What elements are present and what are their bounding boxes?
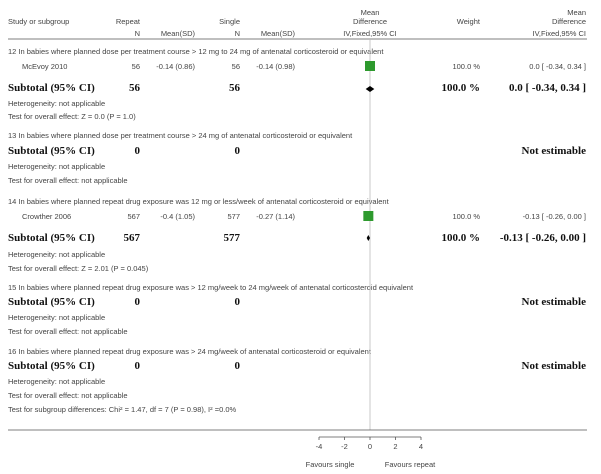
x-axis-ticks bbox=[316, 437, 423, 451]
overall-effect: Test for overall effect: not applicable bbox=[8, 176, 128, 185]
forest-marks bbox=[363, 61, 375, 241]
study-n-single: 56 bbox=[231, 62, 240, 71]
study-meansd-repeat: -0.4 (1.05) bbox=[160, 212, 195, 221]
subtotal-ci: 0.0 [ -0.34, 0.34 ] bbox=[509, 82, 586, 94]
header-meansd-single: Mean(SD) bbox=[260, 29, 295, 38]
heterogeneity: Heterogeneity: not applicable bbox=[8, 162, 106, 171]
header-md-right-2: Difference bbox=[551, 17, 586, 26]
heterogeneity: Heterogeneity: not applicable bbox=[8, 313, 106, 322]
group-title-16: 16 In babies where planned repeat drug exposure was > 24 mg/week of antenatal corticosteroid or equivalent bbox=[8, 347, 371, 356]
header-mean-difference-1: Mean bbox=[360, 8, 380, 17]
subtotal-n-single: 0 bbox=[234, 360, 240, 372]
header-meansd-repeat: Mean(SD) bbox=[160, 29, 195, 38]
study-meansd-single: -0.14 (0.98) bbox=[256, 62, 295, 71]
subtotal-n-single: 577 bbox=[223, 232, 240, 244]
overall-effect: Test for overall effect: Z = 0.0 (P = 1.0) bbox=[8, 112, 136, 121]
study-n-repeat: 567 bbox=[127, 212, 140, 221]
header-method: IV,Fixed,95% CI bbox=[343, 29, 397, 38]
header-mean-difference-2: Difference bbox=[352, 17, 388, 26]
subtotal-n-repeat: 0 bbox=[134, 296, 140, 308]
subtotal-n-repeat: 0 bbox=[134, 360, 140, 372]
heterogeneity: Heterogeneity: not applicable bbox=[8, 99, 106, 108]
subtotal-n-single: 56 bbox=[229, 82, 240, 94]
study-marker bbox=[365, 61, 375, 71]
x-tick-label: 0 bbox=[367, 442, 373, 451]
heterogeneity: Heterogeneity: not applicable bbox=[8, 250, 106, 259]
header-n-repeat: N bbox=[134, 29, 140, 38]
header-method-right: IV,Fixed,95% CI bbox=[532, 29, 586, 38]
x-tick-label: 4 bbox=[418, 442, 424, 451]
study-meansd-single: -0.27 (1.14) bbox=[256, 212, 295, 221]
subtotal-weight: 100.0 % bbox=[441, 82, 480, 94]
subtotal-label: Subtotal (95% CI) bbox=[8, 145, 95, 157]
subtotal-weight: 100.0 % bbox=[441, 232, 480, 244]
header-repeat: Repeat bbox=[115, 17, 140, 26]
subtotal-n-repeat: 56 bbox=[129, 82, 140, 94]
favours-right-label: Favours repeat bbox=[384, 460, 436, 469]
group-title-14: 14 In babies where planned repeat drug exposure was 12 mg or less/week of antenatal corticosteroid or equivalent bbox=[8, 197, 389, 206]
study-marker bbox=[363, 211, 373, 221]
subtotal-ci: Not estimable bbox=[521, 360, 586, 372]
header-weight: Weight bbox=[456, 17, 480, 26]
study-name: McEvoy 2010 bbox=[22, 62, 68, 71]
heterogeneity: Heterogeneity: not applicable bbox=[8, 377, 106, 386]
subtotal-label: Subtotal (95% CI) bbox=[8, 82, 95, 94]
study-n-single: 577 bbox=[227, 212, 240, 221]
x-tick-label: -2 bbox=[341, 442, 348, 451]
group-title-15: 15 In babies where planned repeat drug exposure was > 12 mg/week to 24 mg/week of antenatal corticosteroid equivalent bbox=[8, 283, 414, 292]
x-tick-label: -4 bbox=[315, 442, 323, 451]
study-ci: -0.13 [ -0.26, 0.00 ] bbox=[522, 212, 586, 221]
subgroup-differences: Test for subgroup differences: Chi² = 1.47, df = 7 (P = 0.98), I² =0.0% bbox=[8, 405, 237, 414]
subtotal-ci: Not estimable bbox=[521, 145, 586, 157]
subtotal-ci: -0.13 [ -0.26, 0.00 ] bbox=[499, 232, 586, 244]
subtotal-n-single: 0 bbox=[234, 296, 240, 308]
group-title-12: 12 In babies where planned dose per treatment course > 12 mg to 24 mg of antenatal corticosteroid or equivalent bbox=[8, 47, 384, 56]
header-single: Single bbox=[219, 17, 240, 26]
header-n-single: N bbox=[234, 29, 240, 38]
study-name: Crowther 2006 bbox=[22, 212, 72, 221]
x-tick-label: 2 bbox=[393, 442, 398, 451]
group-title-13: 13 In babies where planned dose per treatment course > 24 mg of antenatal corticosteroid or equivalent bbox=[8, 131, 353, 140]
overall-effect: Test for overall effect: not applicable bbox=[8, 391, 128, 400]
overall-effect: Test for overall effect: not applicable bbox=[8, 327, 128, 336]
subtotal-label: Subtotal (95% CI) bbox=[8, 296, 95, 308]
study-weight: 100.0 % bbox=[452, 212, 480, 221]
subtotal-label: Subtotal (95% CI) bbox=[8, 232, 95, 244]
overall-effect: Test for overall effect: Z = 2.01 (P = 0.045) bbox=[8, 264, 149, 273]
subtotal-label: Subtotal (95% CI) bbox=[8, 360, 95, 372]
subtotal-diamond bbox=[367, 235, 370, 241]
header-study-or-subgroup: Study or subgroup bbox=[8, 17, 70, 26]
subtotal-n-single: 0 bbox=[234, 145, 240, 157]
subtotal-ci: Not estimable bbox=[521, 296, 586, 308]
favours-left-label: Favours single bbox=[305, 460, 355, 469]
study-n-repeat: 56 bbox=[131, 62, 140, 71]
header-md-right-1: Mean bbox=[567, 8, 586, 17]
study-weight: 100.0 % bbox=[452, 62, 480, 71]
subtotal-n-repeat: 0 bbox=[134, 145, 140, 157]
subtotal-diamond bbox=[366, 86, 375, 92]
study-ci: 0.0 [ -0.34, 0.34 ] bbox=[529, 62, 586, 71]
study-meansd-repeat: -0.14 (0.86) bbox=[156, 62, 195, 71]
subtotal-n-repeat: 567 bbox=[123, 232, 140, 244]
